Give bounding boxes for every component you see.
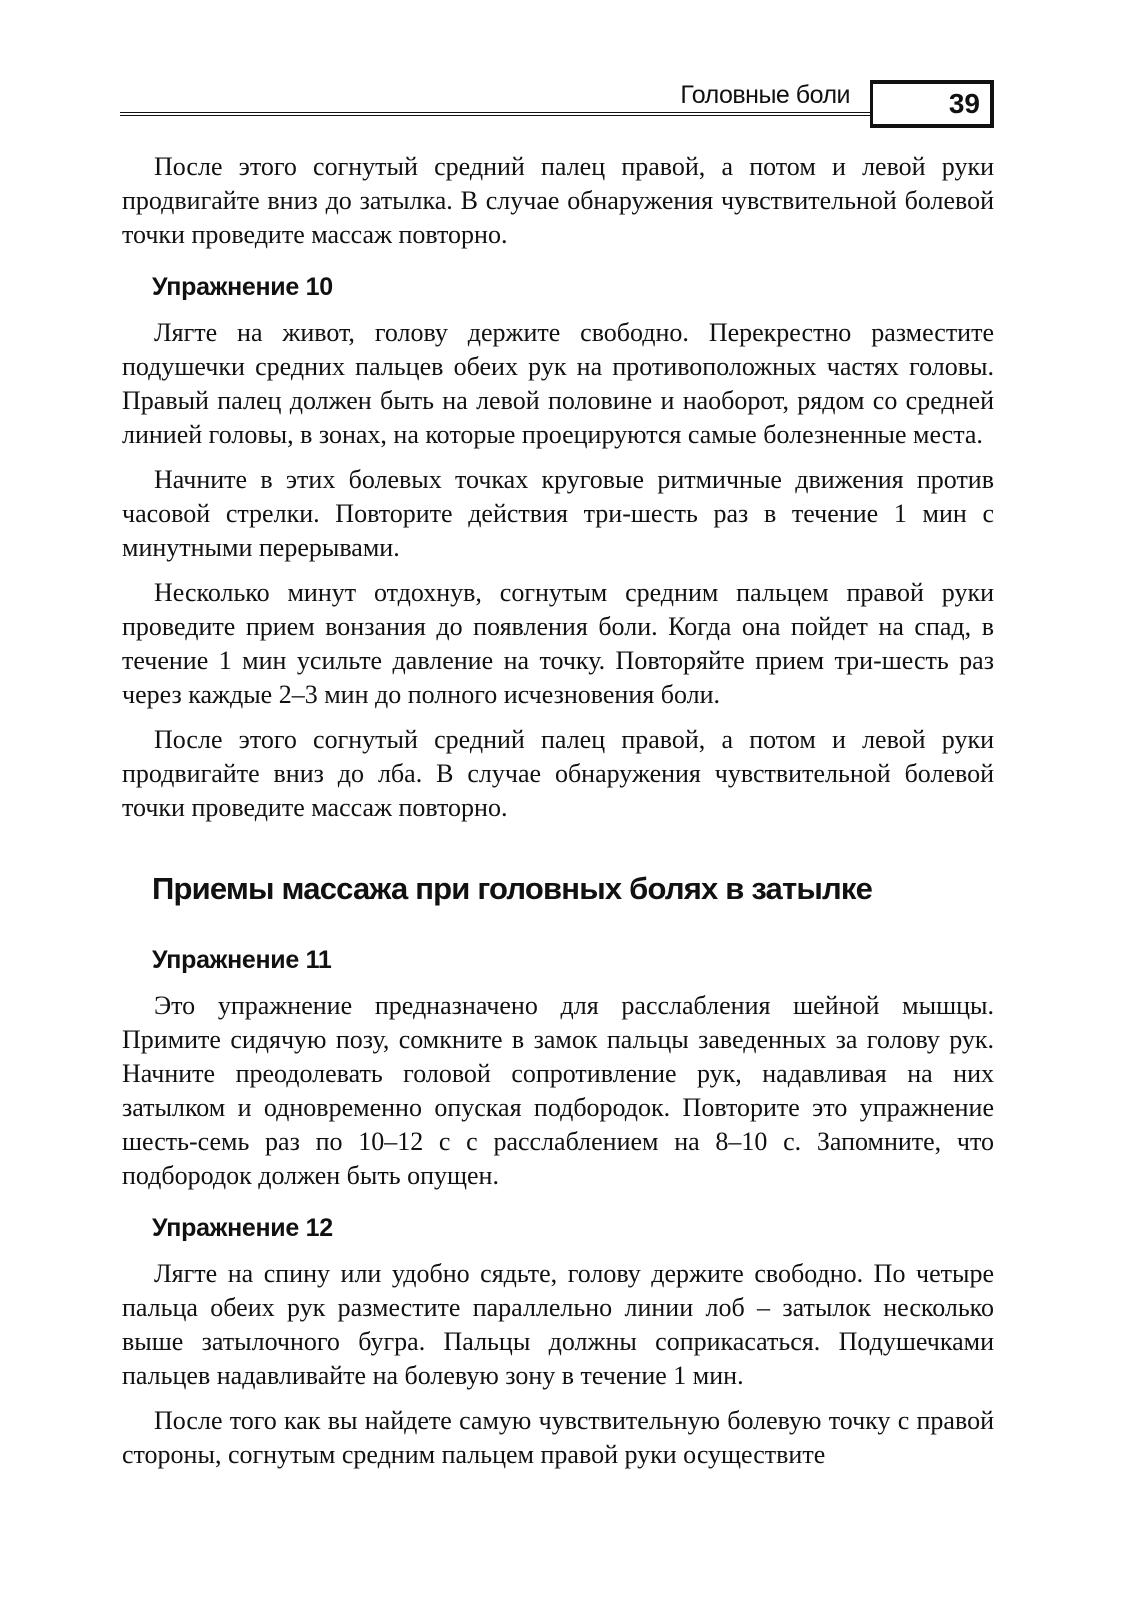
- header-rule: [120, 112, 870, 116]
- paragraph: Начните в этих болевых точках круговые ритмичные движения против часовой стрелки. Повторите действия три-шесть раз в течение 1 мин с минутными перерывами.: [122, 465, 994, 562]
- section-heading: Приемы массажа при головных болях в затылке: [152, 871, 873, 906]
- paragraph: Это упражнение предназначено для расслабления шейной мышцы. Примите сидячую позу, сомкните в замок пальцы заведенных за голову рук. Начните преодолевать головой сопротивление рук, надавливая на них затылком и одновременно опуская подбородок. Повторите это упражнение шесть-семь раз по 10–12 с с расслаблением на 8–10 с. Запомните, что подбородок должен быть опущен.: [122, 991, 994, 1190]
- paragraph: После этого согнутый средний палец правой, а потом и левой руки продвигайте вниз до затылка. В случае обнаружения чувствительной болевой точки проведите массаж повторно.: [122, 152, 994, 249]
- paragraph: Лягте на живот, голову держите свободно. Перекрестно разместите подушечки средних пальцев обеих рук на противоположных частях головы. Правый палец должен быть на левой половине и наоборот, рядом со средней линией головы, в зонах, на которые проецируются самые болезненные места.: [122, 318, 994, 449]
- exercise-heading: Упражнение 12: [152, 1214, 333, 1242]
- paragraph: После того как вы найдете самую чувствительную болевую точку с правой стороны, согнутым средним пальцем правой руки осуществите: [122, 1406, 994, 1469]
- exercise-heading: Упражнение 10: [152, 273, 333, 301]
- paragraph: После этого согнутый средний палец правой, а потом и левой руки продвигайте вниз до лба. В случае обнаружения чувствительной болевой точки проведите массаж повторно.: [122, 725, 994, 822]
- page-number-box: [870, 80, 994, 128]
- exercise-heading: Упражнение 11: [152, 946, 332, 974]
- page-number: 39: [948, 88, 980, 119]
- paragraph: Лягте на спину или удобно сядьте, голову держите свободно. По четыре пальца обеих рук разместите параллельно линии лоб – затылок несколько выше затылочного бугра. Пальцы должны соприкасаться. Подушечками пальцев надавливайте на болевую зону в течение 1 мин.: [122, 1259, 994, 1390]
- running-title: Головные боли: [680, 81, 850, 109]
- page-body: [122, 150, 994, 1483]
- paragraph: Несколько минут отдохнув, согнутым средним пальцем правой руки проведите прием вонзания до появления боли. Когда она пойдет на спад, в течение 1 мин усильте давление на точку. Повторяйте прием три-шесть раз через каждые 2–3 мин до полного исчезновения боли.: [122, 578, 994, 709]
- page-header: [120, 78, 1010, 138]
